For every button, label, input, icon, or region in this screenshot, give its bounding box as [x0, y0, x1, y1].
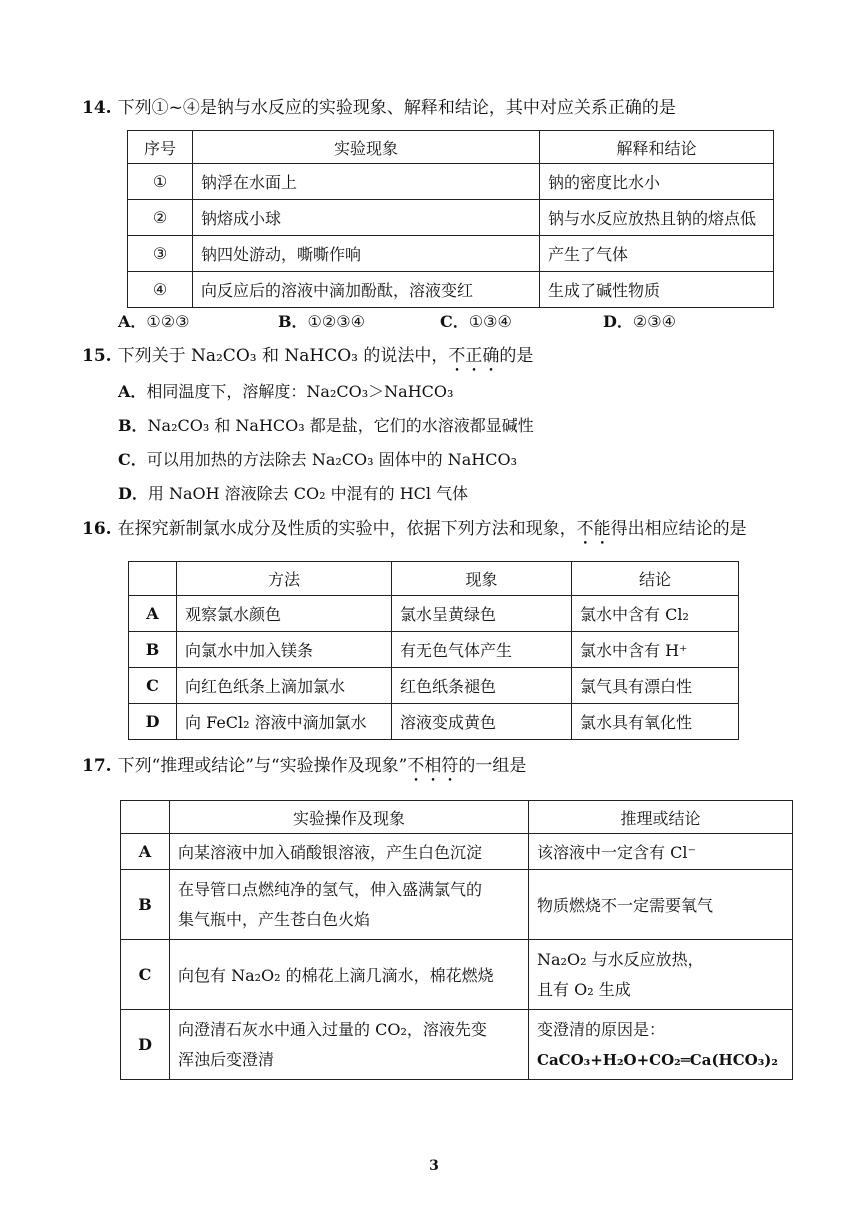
q14-row-phenomenon: 向反应后的溶液中滴加酚酞，溶液变红 — [193, 272, 540, 308]
q16-header-phenomenon: 现象 — [392, 562, 572, 596]
q15-stem — [82, 344, 533, 376]
q17-row-conclusion — [529, 1010, 793, 1080]
q17-row-label: C — [121, 940, 170, 1010]
q14-stem-text: 下列①~④是钠与水反应的实验现象、解释和结论，其中对应关系正确的是 — [117, 98, 676, 118]
page-number: 3 — [429, 1158, 439, 1174]
q17-stem-pre: 下列“推理或结论”与“实验操作及现象” — [117, 756, 408, 776]
q16-row-method: 向氯水中加入镁条 — [177, 632, 392, 668]
q17-row-conclusion-line: 变澄清的原因是： — [537, 1019, 666, 1039]
q16-row-phenomenon: 氯水呈黄绿色 — [392, 596, 572, 632]
q17-row-operation — [170, 1010, 529, 1080]
table-row — [121, 1010, 793, 1080]
q16-stem-pre: 在探究新制氯水成分及性质的实验中，依据下列方法和现象， — [117, 519, 577, 539]
table-row — [129, 668, 739, 704]
table-row — [128, 236, 774, 272]
q17-stem — [82, 754, 526, 786]
q14-row-id: ④ — [128, 272, 193, 308]
q17-row-operation: 向某溶液中加入硝酸银溶液，产生白色沉淀 — [170, 834, 529, 870]
option-label: D． — [603, 312, 633, 331]
q17-row-conclusion — [529, 940, 793, 1010]
q17-row-conclusion-line: Na₂O₂ 与水反应放热， — [537, 949, 704, 969]
q16-row-label: A — [129, 596, 177, 632]
q14-row-conclusion: 产生了气体 — [540, 236, 774, 272]
q16-row-phenomenon: 有无色气体产生 — [392, 632, 572, 668]
q14-row-phenomenon: 钠浮在水面上 — [193, 164, 540, 200]
q14-row-phenomenon: 钠熔成小球 — [193, 200, 540, 236]
q15-option-c[interactable] — [118, 449, 517, 471]
q14-option-a[interactable] — [118, 311, 189, 333]
q17-row-operation-line: 向澄清石灰水中通入过量的 CO₂，溶液先变 — [178, 1019, 487, 1039]
q17-row-label: A — [121, 834, 170, 870]
q16-header-conclusion: 结论 — [572, 562, 739, 596]
q17-row-label: D — [121, 1010, 170, 1080]
q16-row-conclusion: 氯水中含有 Cl₂ — [572, 596, 739, 632]
table-row — [128, 272, 774, 308]
option-text: 可以用加热的方法除去 Na₂CO₃ 固体中的 NaHCO₃ — [146, 450, 518, 469]
q17-header-conclusion: 推理或结论 — [529, 801, 793, 834]
q16-row-phenomenon: 溶液变成黄色 — [392, 704, 572, 740]
q16-stem — [82, 517, 747, 549]
q16-row-conclusion: 氯水具有氧化性 — [572, 704, 739, 740]
q14-option-b[interactable] — [278, 311, 365, 333]
option-text: 用 NaOH 溶液除去 CO₂ 中混有的 HCl 气体 — [147, 484, 469, 503]
q15-stem-emphasis: 不正确 — [448, 346, 500, 366]
q16-stem-post: 得出相应结论的是 — [610, 519, 747, 539]
option-label: A． — [118, 312, 147, 331]
table-row — [129, 632, 739, 668]
table-row — [121, 940, 793, 1010]
q14-header-phenomenon: 实验现象 — [193, 131, 540, 164]
q16-row-label: C — [129, 668, 177, 704]
q14-option-c[interactable] — [440, 311, 512, 333]
q14-row-conclusion: 生成了碱性物质 — [540, 272, 774, 308]
q14-row-conclusion: 钠与水反应放热且钠的熔点低 — [540, 200, 774, 236]
q17-stem-emphasis: 不相符 — [407, 756, 459, 776]
q15-stem-post: 的是 — [499, 346, 534, 366]
q15-option-b[interactable] — [118, 415, 534, 437]
q17-header-operation: 实验操作及现象 — [170, 801, 529, 834]
q14-row-conclusion: 钠的密度比水小 — [540, 164, 774, 200]
q14-table — [127, 130, 774, 308]
q17-row-operation: 向包有 Na₂O₂ 的棉花上滴几滴水，棉花燃烧 — [170, 940, 529, 1010]
option-label: B． — [118, 416, 148, 435]
q17-row-operation-line: 浑浊后变澄清 — [178, 1049, 275, 1069]
q15-stem-pre: 下列关于 Na₂CO₃ 和 NaHCO₃ 的说法中， — [117, 346, 449, 366]
q17-row-conclusion: 物质燃烧不一定需要氧气 — [529, 870, 793, 940]
q17-header-label — [121, 801, 170, 834]
q16-row-method: 向红色纸条上滴加氯水 — [177, 668, 392, 704]
q14-header-conclusion: 解释和结论 — [540, 131, 774, 164]
q17-row-label: B — [121, 870, 170, 940]
q17-row-conclusion: 该溶液中一定含有 Cl⁻ — [529, 834, 793, 870]
q16-row-conclusion: 氯气具有漂白性 — [572, 668, 739, 704]
option-label: A． — [118, 382, 147, 401]
q16-row-phenomenon: 红色纸条褪色 — [392, 668, 572, 704]
q17-table — [120, 800, 793, 1080]
q15-number: 15. — [82, 346, 112, 366]
option-label: C． — [440, 312, 469, 331]
q14-row-phenomenon: 钠四处游动，嘶嘶作响 — [193, 236, 540, 272]
q16-row-method: 向 FeCl₂ 溶液中滴加氯水 — [177, 704, 392, 740]
option-text: ②③④ — [632, 312, 676, 331]
table-row — [128, 200, 774, 236]
q16-stem-emphasis: 不能 — [576, 519, 611, 539]
q16-row-label: D — [129, 704, 177, 740]
q15-option-a[interactable] — [118, 381, 453, 403]
table-row — [121, 870, 793, 940]
table-row — [128, 164, 774, 200]
q17-row-operation — [170, 870, 529, 940]
q17-row-conclusion-line: 且有 O₂ 生成 — [537, 979, 631, 999]
q14-row-id: ② — [128, 200, 193, 236]
q17-number: 17. — [82, 756, 112, 776]
q14-row-id: ① — [128, 164, 193, 200]
q16-header-label — [129, 562, 177, 596]
table-row — [121, 834, 793, 870]
q16-row-label: B — [129, 632, 177, 668]
q14-header-id: 序号 — [128, 131, 193, 164]
table-row — [129, 596, 739, 632]
q16-row-method: 观察氯水颜色 — [177, 596, 392, 632]
option-text: 相同温度下，溶解度：Na₂CO₃＞NaHCO₃ — [146, 382, 454, 401]
option-label: B． — [278, 312, 308, 331]
option-label: C． — [118, 450, 147, 469]
q17-row-operation-line: 在导管口点燃纯净的氢气，伸入盛满氯气的 — [178, 879, 483, 899]
q17-row-equation: CaCO₃+H₂O+CO₂═Ca(HCO₃)₂ — [537, 1050, 778, 1069]
q16-table — [128, 561, 739, 740]
option-label: D． — [118, 484, 148, 503]
q14-row-id: ③ — [128, 236, 193, 272]
q16-row-conclusion: 氯水中含有 H⁺ — [572, 632, 739, 668]
q14-stem — [82, 96, 676, 120]
option-text: ①②③④ — [307, 312, 365, 331]
q15-option-d[interactable] — [118, 483, 468, 505]
table-row — [129, 704, 739, 740]
q16-number: 16. — [82, 519, 112, 539]
q14-number: 14. — [82, 98, 112, 118]
option-text: ①③④ — [468, 312, 512, 331]
q14-option-d[interactable] — [603, 311, 676, 333]
option-text: Na₂CO₃ 和 NaHCO₃ 都是盐，它们的水溶液都显碱性 — [147, 416, 534, 435]
q17-stem-post: 的一组是 — [458, 756, 527, 776]
q16-header-method: 方法 — [177, 562, 392, 596]
option-text: ①②③ — [146, 312, 190, 331]
q17-row-operation-line: 集气瓶中，产生苍白色火焰 — [178, 909, 371, 929]
